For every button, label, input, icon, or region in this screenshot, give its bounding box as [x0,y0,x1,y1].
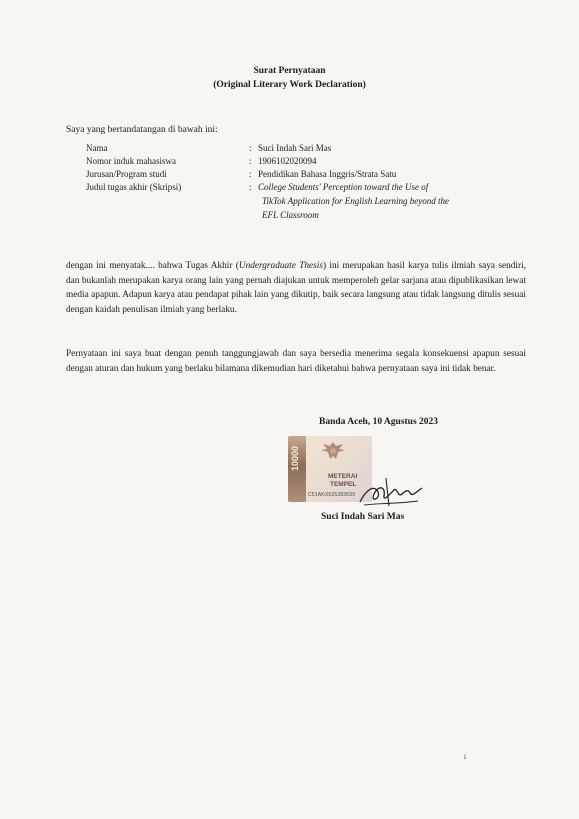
stamp-nominal: 10000 [290,446,300,472]
document-title: Surat Pernyataan [253,66,326,76]
intro-line: Saya yang bertandatangan di bawah ini: [66,125,218,135]
para2-text: Pernyataan ini saya buat dengan penuh tanggungjawab dan saya bersedia menerima segala konsekuensi apapun sesuai dengan aturan dan hukum yang berlaku bilamana dikemudian hari diketahui bahwa pernyataan saya ini tidak benar. [66,349,526,374]
field-value: Suci Indah Sari Mas [258,143,332,153]
field-label: Jurusan/Program studi [86,169,167,179]
para1-text-end: ) ini merupakan hasil karya tulis ilmiah saya sendiri, dan bukanlah merupakan karya orang lain yang pernah diajukan untuk memperoleh gelar sarjana atau dipublikasikan lewat media apapun. Adapun karya atau pendapat pihak lain yang dikutip, baik secara langsung atau tidak langsung ditulis sesuai dengan kaidah penulisan ilmiah yang berlaku. [66,261,526,315]
stamp-serial: C51AKX525283639 [308,492,356,498]
stamp-word-meterai: METERAI [328,473,358,480]
declaration-paragraph-2 [66,347,526,376]
thesis-title-line-2: TikTok Application for English Learning beyond the [262,196,450,206]
thesis-title-line-1: College Students' Perception toward the Use of [258,182,429,192]
place-date: Banda Aceh, 10 Agustus 2023 [319,417,439,427]
para1-text-start: dengan ini menyatak.... bahwa Tugas Akhir ( [66,261,239,271]
signer-name: Suci Indah Sari Mas [321,512,405,522]
thesis-title-line-3: EFL Classroom [262,210,319,220]
field-colon: : [249,143,252,153]
garuda-emblem-icon [318,440,348,462]
stamp-word-tempel: TEMPEL [330,481,357,488]
field-value: Pendidikan Bahasa Inggris/Strata Satu [258,169,397,179]
page-number: i [464,753,466,761]
field-colon: : [249,169,252,179]
field-label: Nama [86,143,108,153]
para1-text-italic: Undergraduate Thesis [238,261,323,271]
field-colon: : [249,182,252,192]
signature-icon [356,472,426,512]
document-subtitle: (Original Literary Work Declaration) [213,80,366,90]
declaration-paragraph-1 [66,259,526,317]
field-colon: : [249,156,252,166]
field-label: Nomor induk mahasiswa [86,156,176,166]
field-label: Judul tugas akhir (Skripsi) [86,182,182,192]
field-value: 1906102020094 [258,156,317,166]
